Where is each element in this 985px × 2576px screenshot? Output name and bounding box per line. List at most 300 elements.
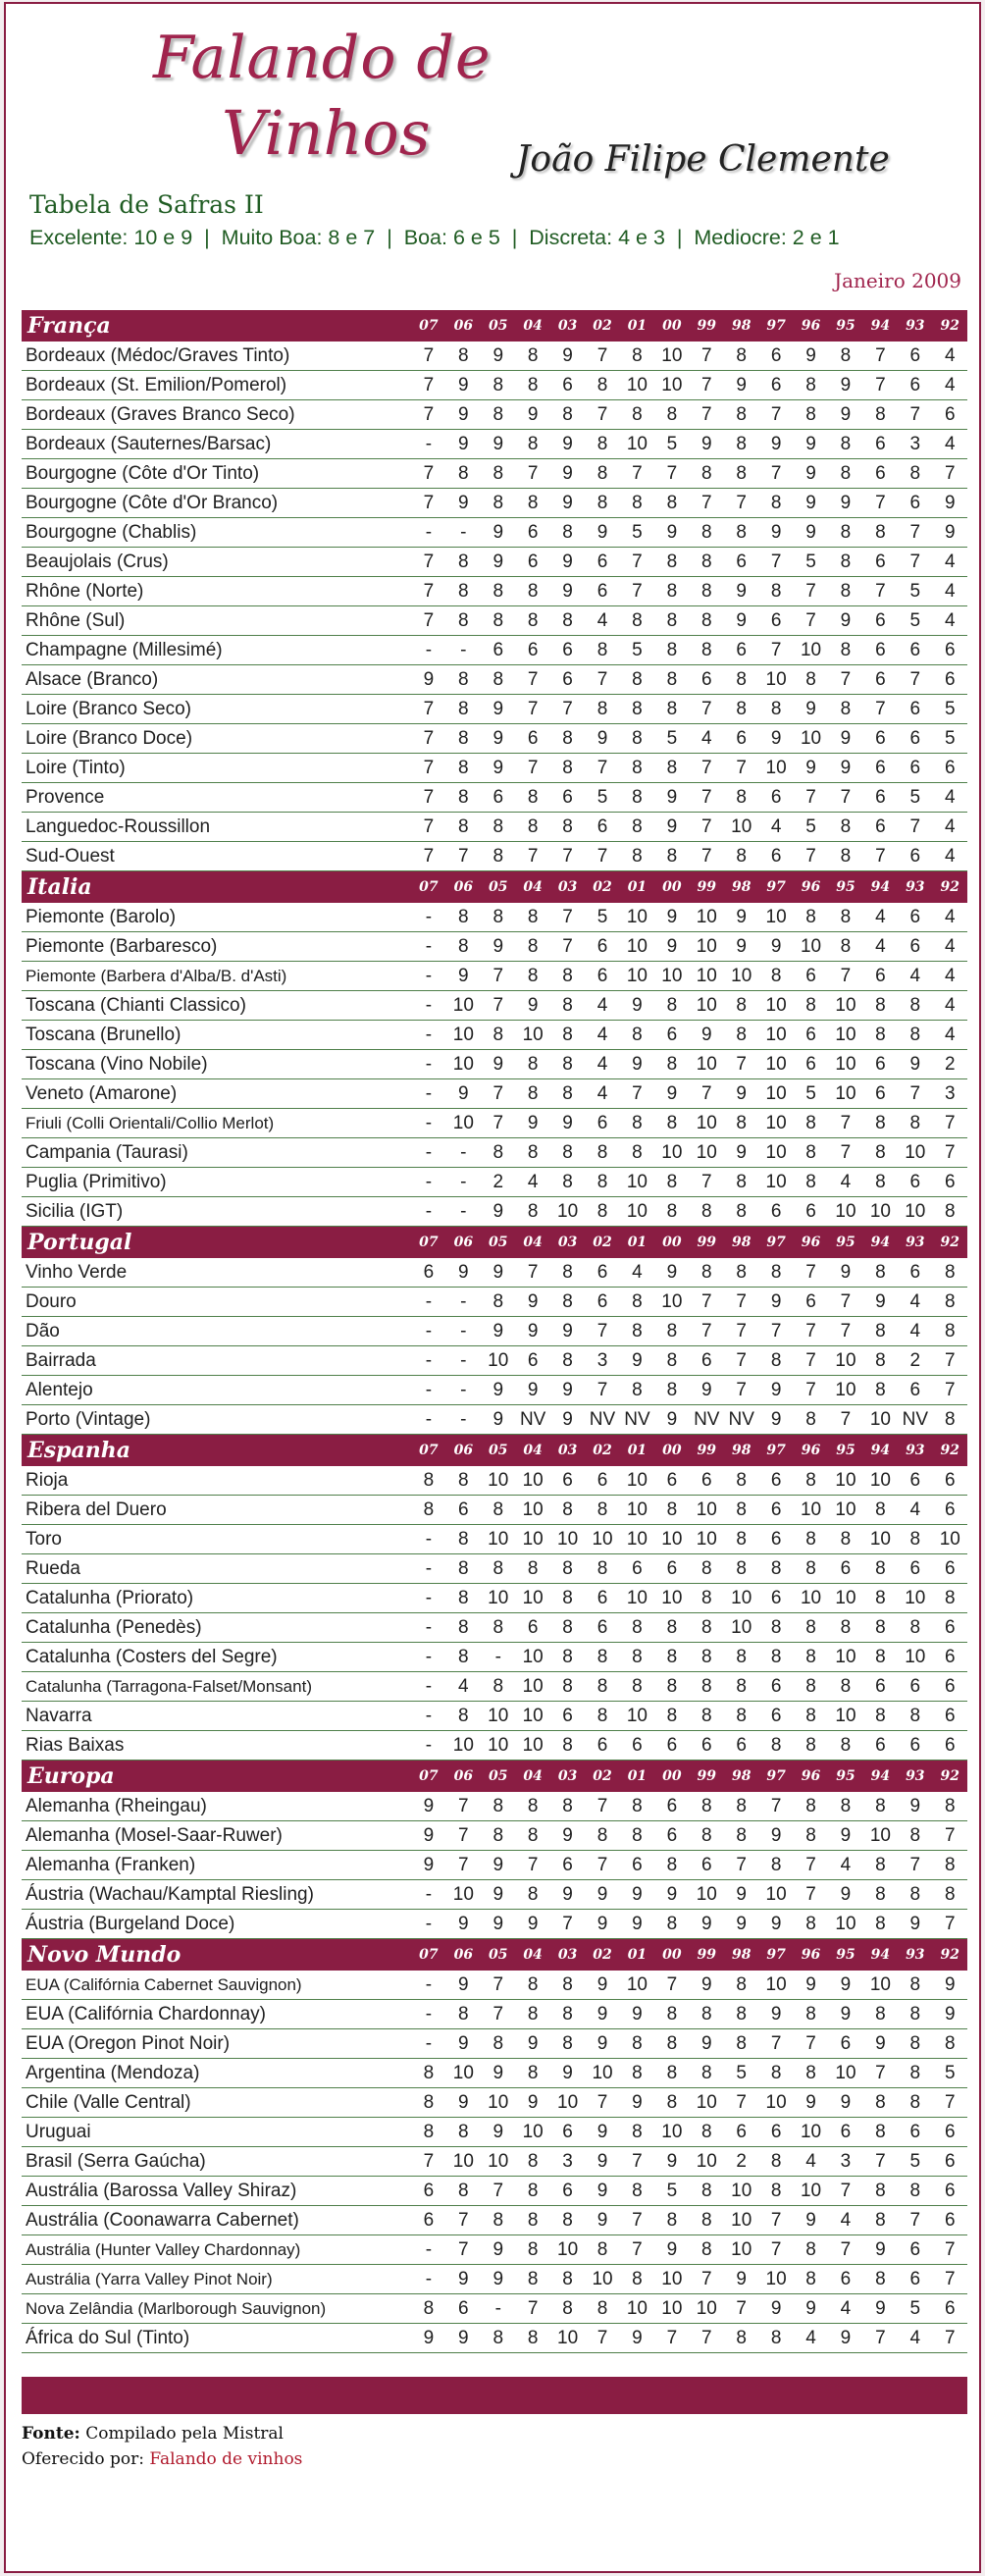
table-row	[22, 1496, 967, 1525]
vintage-rating: 7	[550, 1910, 585, 1939]
vintage-rating: 6	[898, 1466, 932, 1496]
vintage-rating: 8	[828, 459, 862, 489]
vintage-rating: 7	[794, 606, 828, 636]
vintage-rating: 8	[446, 665, 481, 695]
vintage-rating: 9	[481, 2118, 515, 2147]
vintage-rating: 8	[794, 665, 828, 695]
vintage-rating: -	[411, 1197, 445, 1227]
table-row	[22, 842, 967, 871]
vintage-rating: 7	[550, 903, 585, 932]
vintage-rating: 4	[933, 577, 967, 606]
vintage-rating: 10	[758, 2265, 793, 2294]
vintage-rating: 7	[515, 1851, 549, 1880]
vintage-rating: 6	[550, 1702, 585, 1731]
vintage-rating: 8	[446, 724, 481, 754]
vintage-rating: 8	[515, 903, 549, 932]
vintage-rating: 8	[690, 2235, 724, 2265]
vintage-rating: 9	[758, 932, 793, 962]
vintage-rating: 8	[690, 2000, 724, 2029]
year-header: 94	[863, 1227, 898, 1259]
vintage-rating: 9	[550, 459, 585, 489]
year-header: 02	[585, 310, 619, 342]
vintage-rating: -	[411, 2235, 445, 2265]
year-header: 94	[863, 1939, 898, 1971]
vintage-rating: 10	[481, 1731, 515, 1761]
vintage-rating: 6	[794, 962, 828, 991]
vintage-rating: 7	[933, 459, 967, 489]
vintage-rating: 6	[898, 754, 932, 783]
vintage-rating: 8	[758, 962, 793, 991]
vintage-rating: 6	[690, 1466, 724, 1496]
year-header: 06	[446, 1435, 481, 1467]
vintage-rating: 6	[898, 695, 932, 724]
vintage-rating: 8	[863, 1851, 898, 1880]
vintage-rating: 8	[724, 1197, 758, 1227]
vintage-rating: 10	[481, 1346, 515, 1376]
vintage-rating: 10	[620, 1971, 654, 2000]
date-label: Janeiro 2009	[834, 269, 961, 292]
table-row	[22, 2000, 967, 2029]
vintage-rating: 9	[585, 1910, 619, 1939]
vintage-rating: 9	[515, 1317, 549, 1346]
vintage-rating: 8	[863, 1880, 898, 1910]
vintage-rating: 10	[898, 1643, 932, 1672]
vintage-rating: 7	[794, 1317, 828, 1346]
vintage-rating: 6	[898, 1731, 932, 1761]
vintage-rating: 7	[411, 489, 445, 518]
vintage-rating: -	[411, 1376, 445, 1405]
vintage-rating: 9	[758, 1910, 793, 1939]
vintage-rating: 8	[446, 754, 481, 783]
vintage-rating: 10	[828, 1496, 862, 1525]
vintage-rating: 9	[481, 430, 515, 459]
vintage-rating: 8	[690, 1672, 724, 1702]
vintage-rating: 10	[758, 1971, 793, 2000]
vintage-rating: 4	[515, 1168, 549, 1197]
vintage-rating: 5	[585, 903, 619, 932]
vintage-rating: 10	[550, 1197, 585, 1227]
vintage-rating: 7	[828, 1405, 862, 1435]
vintage-rating: 8	[654, 636, 689, 665]
vintage-rating: -	[411, 430, 445, 459]
vintage-rating: 7	[585, 1792, 619, 1821]
year-header: 92	[933, 1939, 967, 1971]
vintage-rating: 10	[585, 2059, 619, 2088]
vintage-rating: 8	[515, 1554, 549, 1584]
vintage-rating: 8	[620, 2177, 654, 2206]
vintage-rating: 8	[828, 1525, 862, 1554]
vintage-rating: -	[411, 2265, 445, 2294]
vintage-rating: 8	[481, 1613, 515, 1643]
wine-region-name: Ribera del Duero	[22, 1496, 411, 1525]
year-header: 98	[724, 1939, 758, 1971]
vintage-rating: 10	[863, 1525, 898, 1554]
year-header: 05	[481, 1435, 515, 1467]
vintage-rating: 9	[794, 754, 828, 783]
vintage-rating: 6	[863, 1731, 898, 1761]
vintage-rating: 9	[550, 1317, 585, 1346]
vintage-rating: 10	[898, 1584, 932, 1613]
table-row	[22, 2177, 967, 2206]
year-header: 95	[828, 871, 862, 904]
vintage-rating: 6	[898, 2118, 932, 2147]
vintage-rating: 7	[481, 962, 515, 991]
wine-region-name: Dão	[22, 1317, 411, 1346]
vintage-rating: 8	[481, 400, 515, 430]
vintage-rating: 6	[758, 1702, 793, 1731]
vintage-rating: 8	[620, 1376, 654, 1405]
vintage-rating: 7	[794, 1880, 828, 1910]
vintage-rating: 6	[654, 1792, 689, 1821]
legend-label: Muito Boa:	[221, 226, 323, 249]
vintage-rating: 9	[481, 1197, 515, 1227]
vintage-rating: 10	[550, 1525, 585, 1554]
vintage-rating: 10	[863, 1821, 898, 1851]
table-row	[22, 1584, 967, 1613]
vintage-rating: 8	[550, 724, 585, 754]
vintage-rating: 9	[690, 1376, 724, 1405]
vintage-rating: 8	[411, 2118, 445, 2147]
year-header: 97	[758, 1761, 793, 1793]
vintage-rating: 7	[863, 2147, 898, 2177]
wine-region-name: Navarra	[22, 1702, 411, 1731]
vintage-rating: 6	[690, 1346, 724, 1376]
year-header: 02	[585, 1435, 619, 1467]
vintage-rating: 5	[898, 2147, 932, 2177]
vintage-rating: 7	[690, 813, 724, 842]
vintage-rating: 7	[446, 2235, 481, 2265]
vintage-rating: 7	[585, 400, 619, 430]
vintage-rating: 4	[585, 1050, 619, 1079]
vintage-rating: 10	[654, 1288, 689, 1317]
vintage-rating: 8	[898, 1109, 932, 1138]
vintage-rating: 9	[724, 371, 758, 400]
vintage-rating: 8	[794, 2059, 828, 2088]
vintage-rating: 7	[690, 754, 724, 783]
vintage-rating: 10	[828, 1466, 862, 1496]
year-header: 93	[898, 1435, 932, 1467]
vintage-rating: 9	[481, 932, 515, 962]
vintage-rating: 6	[550, 2118, 585, 2147]
vintage-rating: 10	[620, 903, 654, 932]
table-row	[22, 489, 967, 518]
vintage-rating: 9	[515, 1288, 549, 1317]
vintage-rating: 9	[481, 1376, 515, 1405]
vintage-rating: 8	[724, 459, 758, 489]
vintage-rating: 9	[550, 1109, 585, 1138]
vintage-rating: 8	[515, 2177, 549, 2206]
vintage-rating: -	[446, 1405, 481, 1435]
vintage-rating: 10	[794, 2177, 828, 2206]
vintage-rating: 7	[724, 1050, 758, 1079]
table-row	[22, 548, 967, 577]
vintage-rating: 7	[898, 1079, 932, 1109]
vintage-rating: 9	[550, 430, 585, 459]
vintage-rating: 6	[550, 1466, 585, 1496]
vintage-rating: 8	[620, 1109, 654, 1138]
vintage-rating: 6	[654, 1821, 689, 1851]
vintage-rating: 6	[828, 2118, 862, 2147]
wine-region-name: EUA (Oregon Pinot Noir)	[22, 2029, 411, 2059]
vintage-rating: 8	[933, 1584, 967, 1613]
wine-region-name: Alemanha (Franken)	[22, 1851, 411, 1880]
vintage-rating: 9	[585, 2147, 619, 2177]
vintage-rating: 9	[620, 1346, 654, 1376]
vintage-rating: 8	[724, 430, 758, 459]
vintage-rating: 9	[446, 2088, 481, 2118]
vintage-rating: 8	[550, 1672, 585, 1702]
vintage-rating: -	[411, 1613, 445, 1643]
wine-region-name: Friuli (Colli Orientali/Collio Merlot)	[22, 1109, 411, 1138]
vintage-rating: 6	[758, 1466, 793, 1496]
vintage-rating: 9	[585, 518, 619, 548]
table-row	[22, 695, 967, 724]
vintage-rating: -	[411, 1346, 445, 1376]
vintage-rating: 9	[794, 489, 828, 518]
vintage-rating: 8	[863, 2000, 898, 2029]
vintage-rating: -	[411, 1288, 445, 1317]
vintage-rating: 8	[863, 2118, 898, 2147]
vintage-rating: 6	[863, 1672, 898, 1702]
vintage-rating: 9	[654, 1079, 689, 1109]
vintage-rating: 8	[515, 2265, 549, 2294]
vintage-rating: 8	[481, 1672, 515, 1702]
vintage-rating: 8	[828, 1731, 862, 1761]
year-header: 07	[411, 1939, 445, 1971]
vintage-rating: 8	[863, 1258, 898, 1288]
vintage-rating: 8	[550, 2294, 585, 2324]
vintage-rating: 6	[724, 724, 758, 754]
vintage-rating: 7	[933, 1138, 967, 1168]
vintage-rating: 10	[758, 754, 793, 783]
vintage-rating: 7	[828, 1317, 862, 1346]
vintage-rating: -	[446, 1138, 481, 1168]
offered-value: Falando de vinhos	[149, 2449, 303, 2469]
vintage-rating: -	[446, 1346, 481, 1376]
vintage-rating: 6	[585, 1109, 619, 1138]
vintage-rating: 7	[446, 2206, 481, 2235]
vintage-rating: 4	[828, 1851, 862, 1880]
vintage-rating: 6	[933, 1466, 967, 1496]
vintage-rating: 8	[898, 1971, 932, 2000]
vintage-rating: 8	[654, 1672, 689, 1702]
vintage-rating: 9	[481, 724, 515, 754]
vintage-rating: 8	[724, 1554, 758, 1584]
vintage-rating: 6	[758, 1584, 793, 1613]
wine-region-name: Sud-Ouest	[22, 842, 411, 871]
vintage-rating: 8	[550, 1138, 585, 1168]
vintage-rating: 8	[515, 489, 549, 518]
table-row	[22, 991, 967, 1021]
vintage-rating: 8	[863, 2177, 898, 2206]
vintage-rating: -	[411, 1910, 445, 1939]
vintage-rating: 7	[411, 400, 445, 430]
table-row	[22, 1405, 967, 1435]
vintage-rating: 6	[898, 636, 932, 665]
vintage-rating: 10	[863, 1466, 898, 1496]
vintage-rating: 5	[724, 2059, 758, 2088]
vintage-rating: 7	[863, 577, 898, 606]
vintage-rating: 9	[481, 342, 515, 371]
vintage-rating: 4	[933, 342, 967, 371]
vintage-rating: 4	[794, 2324, 828, 2353]
vintage-rating: 10	[550, 2235, 585, 2265]
vintage-rating: -	[446, 1376, 481, 1405]
vintage-rating: 8	[898, 1021, 932, 1050]
wine-region-name: Toscana (Chianti Classico)	[22, 991, 411, 1021]
vintage-rating: 6	[585, 1584, 619, 1613]
vintage-rating: 8	[515, 606, 549, 636]
vintage-rating: 6	[898, 1168, 932, 1197]
vintage-rating: 8	[654, 1376, 689, 1405]
vintage-rating: 4	[898, 2324, 932, 2353]
vintage-rating: 8	[794, 1554, 828, 1584]
vintage-rating: 8	[515, 1197, 549, 1227]
vintage-rating: 8	[481, 1821, 515, 1851]
vintage-rating: 6	[515, 548, 549, 577]
wine-region-name: Loire (Branco Seco)	[22, 695, 411, 724]
vintage-rating: 8	[724, 1672, 758, 1702]
vintage-rating: 8	[690, 1258, 724, 1288]
vintage-rating: 7	[758, 636, 793, 665]
year-header: 07	[411, 310, 445, 342]
vintage-rating: 6	[828, 2265, 862, 2294]
vintage-rating: 6	[898, 342, 932, 371]
vintage-rating: 10	[828, 2059, 862, 2088]
vintage-rating: 7	[481, 2000, 515, 2029]
vintage-rating: 8	[411, 2088, 445, 2118]
table-row	[22, 1317, 967, 1346]
vintage-rating: 10	[898, 1197, 932, 1227]
vintage-rating: 8	[620, 2029, 654, 2059]
vintage-rating: 9	[828, 2324, 862, 2353]
region-name: Novo Mundo	[22, 1939, 411, 1971]
vintage-rating: 6	[758, 1525, 793, 1554]
vintage-rating: 10	[690, 1050, 724, 1079]
vintage-rating: 7	[654, 459, 689, 489]
vintage-rating: 7	[758, 1792, 793, 1821]
vintage-rating: 8	[515, 1050, 549, 1079]
vintage-rating: 6	[933, 1554, 967, 1584]
vintage-rating: -	[411, 1079, 445, 1109]
vintage-rating: 10	[863, 1405, 898, 1435]
vintage-rating: 8	[933, 1288, 967, 1317]
year-header: 06	[446, 1761, 481, 1793]
vintage-rating: 8	[446, 548, 481, 577]
wine-region-name: Douro	[22, 1288, 411, 1317]
wine-region-name: Áustria (Burgeland Doce)	[22, 1910, 411, 1939]
vintage-rating: 6	[585, 1288, 619, 1317]
vintage-rating: 9	[446, 2029, 481, 2059]
vintage-rating: 8	[446, 2118, 481, 2147]
vintage-rating: 10	[758, 1021, 793, 1050]
vintage-rating: -	[446, 1197, 481, 1227]
vintage-rating: 7	[898, 1851, 932, 1880]
vintage-rating: -	[411, 962, 445, 991]
vintage-rating: 7	[828, 1109, 862, 1138]
table-row	[22, 783, 967, 813]
vintage-rating: 8	[654, 1702, 689, 1731]
vintage-rating: -	[411, 1584, 445, 1613]
vintage-rating: 9	[933, 518, 967, 548]
vintage-rating: 7	[690, 783, 724, 813]
vintage-rating: 7	[690, 400, 724, 430]
vintage-rating: NV	[690, 1405, 724, 1435]
vintage-rating: 7	[794, 1851, 828, 1880]
vintage-rating: 8	[724, 518, 758, 548]
table-row	[22, 2265, 967, 2294]
vintage-rating: 5	[585, 783, 619, 813]
vintage-rating: 10	[654, 1138, 689, 1168]
vintage-rating: 9	[585, 2029, 619, 2059]
vintage-rating: 8	[654, 695, 689, 724]
vintage-rating: 7	[933, 2088, 967, 2118]
vintage-rating: 4	[933, 548, 967, 577]
vintage-rating: 8	[758, 2324, 793, 2353]
vintage-rating: 7	[585, 665, 619, 695]
table-row	[22, 1672, 967, 1702]
year-header: 01	[620, 1227, 654, 1259]
vintage-rating: 7	[828, 783, 862, 813]
vintage-rating: 9	[724, 1138, 758, 1168]
vintage-rating: 10	[758, 1109, 793, 1138]
vintage-rating: 6	[550, 371, 585, 400]
vintage-rating: 4	[446, 1672, 481, 1702]
vintage-rating: 8	[515, 2324, 549, 2353]
vintage-rating: 10	[758, 1050, 793, 1079]
year-header: 92	[933, 1435, 967, 1467]
wine-region-name: Nova Zelândia (Marlborough Sauvignon)	[22, 2294, 411, 2324]
vintage-rating: 8	[481, 2029, 515, 2059]
vintage-rating: 9	[933, 2000, 967, 2029]
vintage-rating: 6	[550, 1851, 585, 1880]
vintage-rating: 8	[898, 1880, 932, 1910]
wine-region-name: Vinho Verde	[22, 1258, 411, 1288]
vintage-rating: 10	[654, 2294, 689, 2324]
vintage-rating: 8	[446, 1554, 481, 1584]
vintage-rating: 8	[828, 1672, 862, 1702]
vintage-rating: 10	[585, 1525, 619, 1554]
vintage-rating: 9	[724, 606, 758, 636]
vintage-rating: 10	[654, 1584, 689, 1613]
vintage-rating: 8	[446, 903, 481, 932]
vintage-rating: 6	[411, 2177, 445, 2206]
vintage-rating: 8	[724, 695, 758, 724]
vintage-rating: 9	[620, 1880, 654, 1910]
vintage-rating: 9	[828, 1971, 862, 2000]
wine-region-name: Rhône (Norte)	[22, 577, 411, 606]
wine-region-name: Catalunha (Penedès)	[22, 1613, 411, 1643]
vintage-rating: 8	[898, 1613, 932, 1643]
vintage-rating: 8	[620, 1792, 654, 1821]
vintage-rating: 8	[724, 1496, 758, 1525]
vintage-rating: 6	[585, 813, 619, 842]
vintage-rating: 8	[654, 991, 689, 1021]
table-row	[22, 1376, 967, 1405]
vintage-rating: 8	[794, 1138, 828, 1168]
vintage-rating: 9	[620, 1050, 654, 1079]
vintage-rating: 9	[515, 2029, 549, 2059]
vintage-rating: 6	[863, 606, 898, 636]
wine-region-name: Loire (Tinto)	[22, 754, 411, 783]
vintage-rating: 10	[828, 1197, 862, 1227]
vintage-rating: 7	[933, 1109, 967, 1138]
vintage-rating: 9	[550, 2059, 585, 2088]
region-name: França	[22, 310, 411, 342]
vintage-rating: 10	[654, 371, 689, 400]
table-row	[22, 2088, 967, 2118]
vintage-rating: 10	[828, 1021, 862, 1050]
